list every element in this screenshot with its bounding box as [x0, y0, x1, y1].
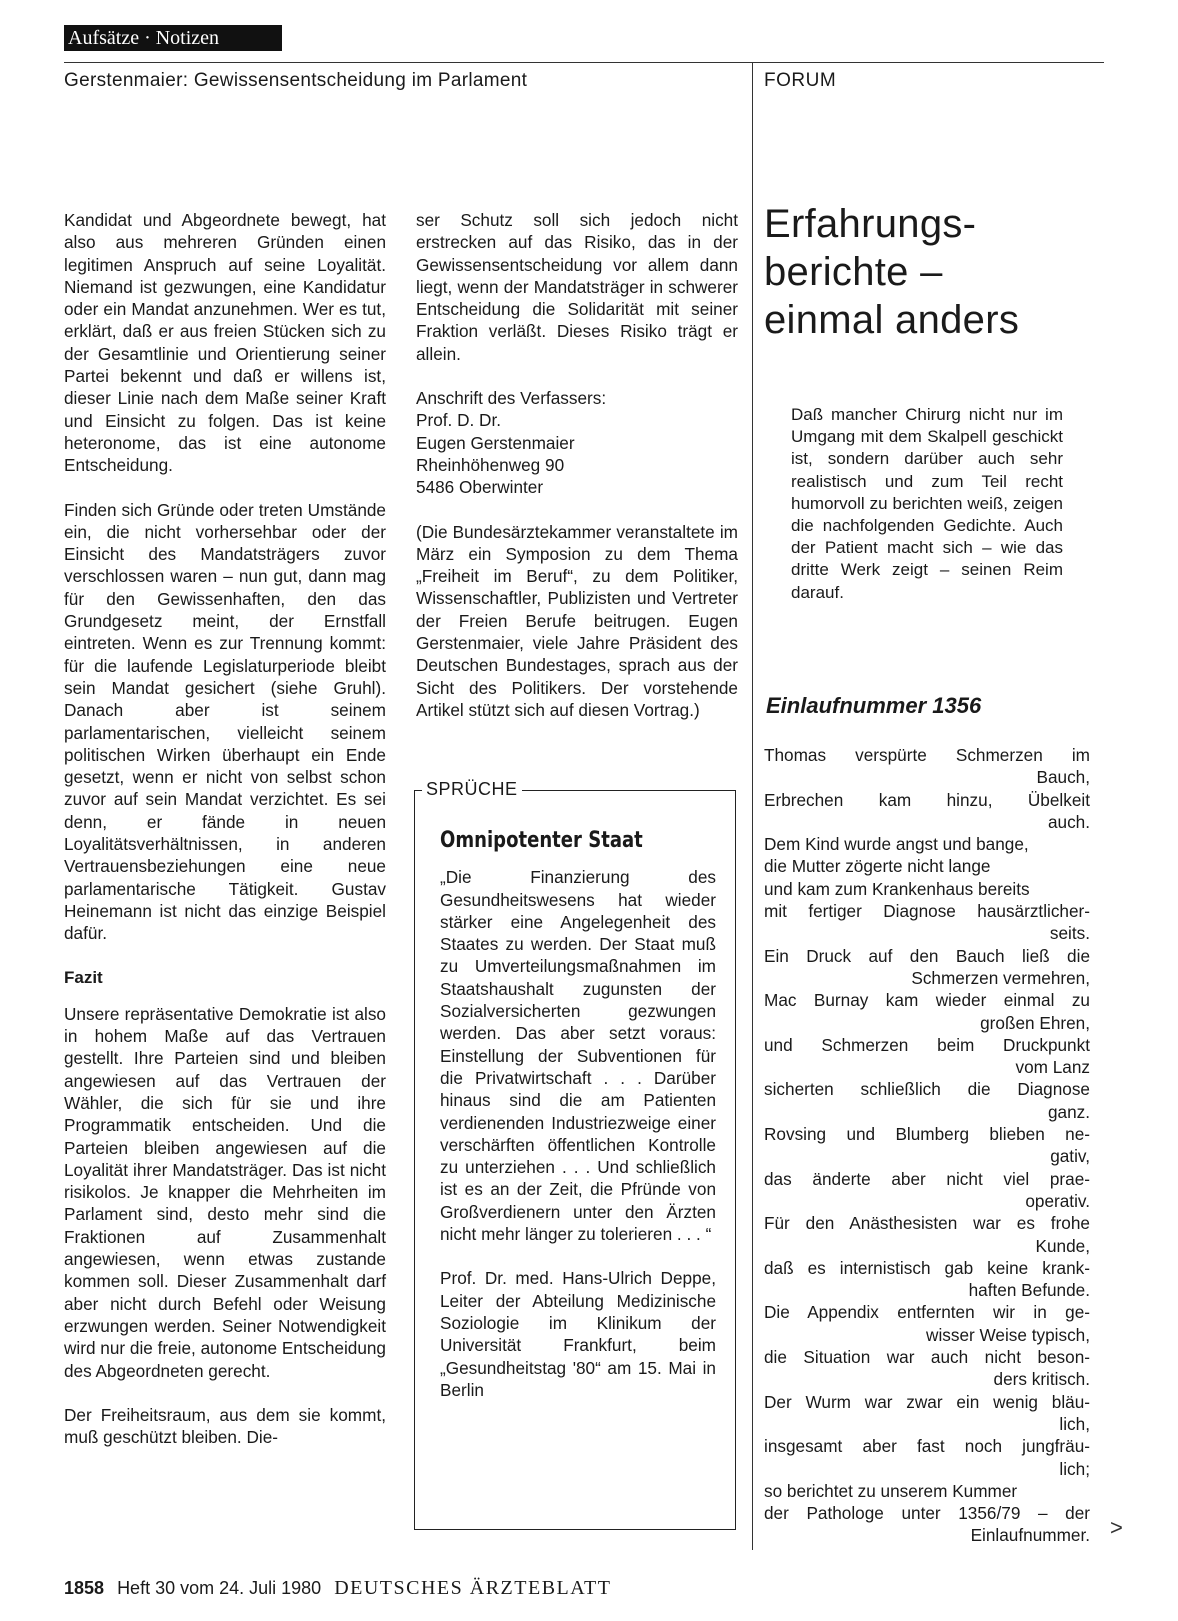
forum-headline	[764, 200, 1104, 344]
headline-line: einmal anders	[764, 298, 1020, 342]
poem-line: das änderte aber nicht viel prae-	[764, 1168, 1090, 1189]
page-number: 1858	[64, 1578, 105, 1598]
poem-line: die Situation war auch nicht beson-	[764, 1347, 1090, 1368]
intro-text: Daß mancher Chirurg nicht nur im Umgang mit dem Skalpell geschickt ist, sondern darüber auch sehr realistisch und zum Teil recht humorvoll zu berichten weiß, zeigen die nachfolgenden Gedichte. Auch der Patient macht sich – wie das dritte Werk zeigt – seinen Reim darauf.	[791, 405, 1063, 602]
sprueche-content	[440, 830, 716, 1401]
poem-line: Erbrechen kam hinzu, Übelkeit	[764, 789, 1090, 810]
poem-line: ganz.	[1047, 1101, 1090, 1122]
continue-arrow-icon: >	[1110, 1515, 1123, 1540]
poem-line: die Mutter zögerte nicht lange	[764, 856, 991, 877]
poem-line: Für den Anästhesisten war es frohe	[764, 1213, 1090, 1234]
poem-line: Die Appendix entfernten wir in ge-	[764, 1302, 1090, 1323]
section-running-head: FORUM	[764, 70, 837, 91]
poem-line: und kam zum Krankenhaus bereits	[764, 878, 1030, 899]
poem-line: Thomas verspürte Schmerzen im	[764, 745, 1090, 765]
quote-source: Prof. Dr. med. Hans-Ulrich Deppe, Leiter der Abteilung Medizinische Soziologie im Klinikum der Universität Frankfurt, beim „Gesundheitstag '80“ am 15. Mai in Berlin	[440, 1268, 716, 1400]
sprueche-title: Omnipotenter Staat	[440, 828, 643, 853]
paragraph: Kandidat und Abgeordnete bewegt, hat also aus mehreren Gründen einen legitimen Anspruch auf seine Loyalität. Niemand ist gezwungen, eine Kandidatur oder ein Mandat anzunehmen. Wer es tut, erklärt, daß er aus freien Stücken sich zu der Gesamtlinie und Orientierung seiner Partei bekennt und daß er willens ist, dieser Linie nach dem Maße seiner Kraft und Einsicht zu folgen. Das ist keine heteronome, das ist eine autonome Entscheidung.	[64, 210, 386, 476]
poem-line: Dem Kind wurde angst und bange,	[764, 834, 1029, 855]
subheading-fazit: Fazit	[64, 967, 103, 987]
poem-line: Bauch,	[1036, 767, 1090, 788]
poem-line: vom Lanz	[1015, 1057, 1090, 1078]
quote: „Die Finanzierung des Gesundheitswesens hat wieder stärker eine Angelegenheit des Staates zu werden. Der Staat muß zu Umverteilungsmaßnahmen im Staatshaushalt zugunsten der Sozialversicherten gezwungen werden. Das aber setzt voraus: Einstellung der Subventionen für die Privatwirtschaft . . . Darüber hinaus sind die am Patienten verdienenden Industriezweige einer verschärften öffentlichen Kontrolle zu unterziehen . . . Und schließlich ist es an der Zeit, die Pfründe von Großverdienern unter den Ärzten nicht mehr länger zu tolerieren . . . “	[440, 867, 716, 1245]
poem-line: lich,	[1059, 1413, 1090, 1434]
poem-line: lich;	[1059, 1458, 1090, 1479]
poem-line: Kunde,	[1035, 1235, 1090, 1256]
paragraph: ser Schutz soll sich jedoch nicht erstrecken auf das Risiko, das in der Gewissensentscheidung vor allem dann liegt, wenn der Mandatsträger in schwerer Entscheidung die Solidarität mit seiner Fraktion verläßt. Dieses Risiko trägt er allein.	[416, 210, 738, 364]
poem-line: so berichtet zu unserem Kummer	[764, 1480, 1018, 1501]
poem-line: haften Befunde.	[968, 1280, 1090, 1301]
poem-line: ders kritisch.	[993, 1369, 1090, 1390]
paragraph: Der Freiheitsraum, aus dem sie kommt, muß geschützt bleiben. Die-	[64, 1404, 386, 1448]
poem-line: daß es internistisch gab keine krank-	[764, 1257, 1090, 1278]
poem-title: Einlaufnummer 1356	[766, 693, 982, 718]
column-divider	[752, 62, 753, 1550]
poem-line: gativ,	[1050, 1146, 1090, 1167]
poem-line: Mac Burnay kam wieder einmal zu	[764, 990, 1090, 1011]
paragraph: Finden sich Gründe oder treten Umstände ein, die nicht vorhersehbar oder der Einsicht des Mandatsträgers zuvor verschlossen waren – nun gut, dann mag für den Gewissenhaften, den das Grundgesetz meint, der Ernstfall eintreten. Wenn es zur Trennung kommt: für die laufende Legislaturperiode bleibt sein Mandat gesichert (siehe Gruhl). Danach aber ist seinem parlamentarischen, vielleicht seinem politischen Wirken überhaupt ein Ende gesetzt, wenn er nicht von selbst schon zuvor auf sein Mandat verzichtet. Es sei denn, er fände in neuen Loyalitätsverhältnissen, in anderen Vertrauensbeziehungen eine neue parlamentarische Tätigkeit. Gustav Heinemann ist nicht das einzige Beispiel dafür.	[64, 499, 386, 944]
author-address-line: Eugen Gerstenmaier	[416, 432, 575, 453]
author-address-line: Anschrift des Verfassers:	[416, 388, 607, 409]
poem-line: Ein Druck auf den Bauch ließ die	[764, 945, 1090, 966]
poem-line: wisser Weise typisch,	[926, 1324, 1090, 1345]
poem-line: Schmerzen vermehren,	[911, 967, 1090, 988]
paragraph: Unsere repräsentative Demokratie ist also in hohem Maße auf das Vertrauen gestellt. Ihre Parteien sind und bleiben angewiesen auf das Vertrauen der Wähler, die sich für sie und ihre Programmatik entscheiden. Und die Parteien bleiben angewiesen auf die Loyalität ihrer Mandatsträger. Das ist nicht risikolos. Je knapper die Mehrheiten im Parlament sind, desto mehr sind die Fraktionen auf Zusammenhalt angewiesen, wenn etwas zustande kommen soll. Dieser Zusammenhalt darf aber nicht durch Befehl oder Weisung erzwungen werden. Seiner Notwendigkeit wird nur die freie, autonome Entscheidung des Abgeordneten gerecht.	[64, 1003, 386, 1381]
author-address-line: Rheinhöhenweg 90	[416, 454, 565, 475]
poem-line: operativ.	[1025, 1190, 1090, 1211]
article-column-1	[64, 209, 386, 1448]
author-address-line: Prof. D. Dr.	[416, 410, 501, 431]
magazine-name: DEUTSCHES ÄRZTEBLATT	[334, 1577, 612, 1599]
poem-line: der Pathologe unter 1356/79 – der	[764, 1503, 1090, 1524]
headline-line: berichte –	[764, 250, 943, 294]
poem-line: mit fertiger Diagnose hausärztlicher-	[764, 901, 1090, 922]
issue-info: Heft 30 vom 24. Juli 1980	[117, 1578, 322, 1598]
poem-line: sicherten schließlich die Diagnose	[764, 1079, 1090, 1100]
poem-line: Einlaufnummer.	[970, 1525, 1090, 1546]
forum-intro	[791, 404, 1063, 604]
page-footer	[64, 1577, 611, 1600]
headline-line: Erfahrungs-	[764, 202, 977, 246]
poem-line: Rovsing und Blumberg blieben ne-	[764, 1124, 1090, 1145]
sprueche-label: SPRÜCHE	[422, 779, 522, 800]
article-column-2	[416, 209, 738, 721]
poem-line: auch.	[1047, 811, 1090, 832]
article-running-head: Gerstenmaier: Gewissensentscheidung im Parlament	[64, 70, 528, 91]
section-label: Aufsätze · Notizen	[64, 25, 282, 51]
poem-line: seits.	[1049, 923, 1090, 944]
top-rule	[64, 62, 1104, 63]
poem-line: großen Ehren,	[980, 1012, 1090, 1033]
author-address-line: 5486 Oberwinter	[416, 477, 544, 498]
poem	[764, 744, 1090, 1547]
poem-line: insgesamt aber fast noch jungfräu-	[764, 1436, 1090, 1457]
poem-line: Der Wurm war zwar ein wenig bläu-	[764, 1391, 1090, 1412]
editorial-note: (Die Bundesärztekammer veranstaltete im März ein Symposion zu dem Thema „Freiheit im Beruf“, zu dem Politiker, Wissenschaftler, Publizisten und Vertreter der Freien Berufe beitrugen. Eugen Gerstenmaier, viele Jahre Präsident des Deutschen Bundestages, sprach aus der Sicht des Politikers. Der vorstehende Artikel stützt sich auf diesen Vortrag.)	[416, 521, 738, 720]
poem-line: und Schmerzen beim Druckpunkt	[764, 1034, 1090, 1055]
